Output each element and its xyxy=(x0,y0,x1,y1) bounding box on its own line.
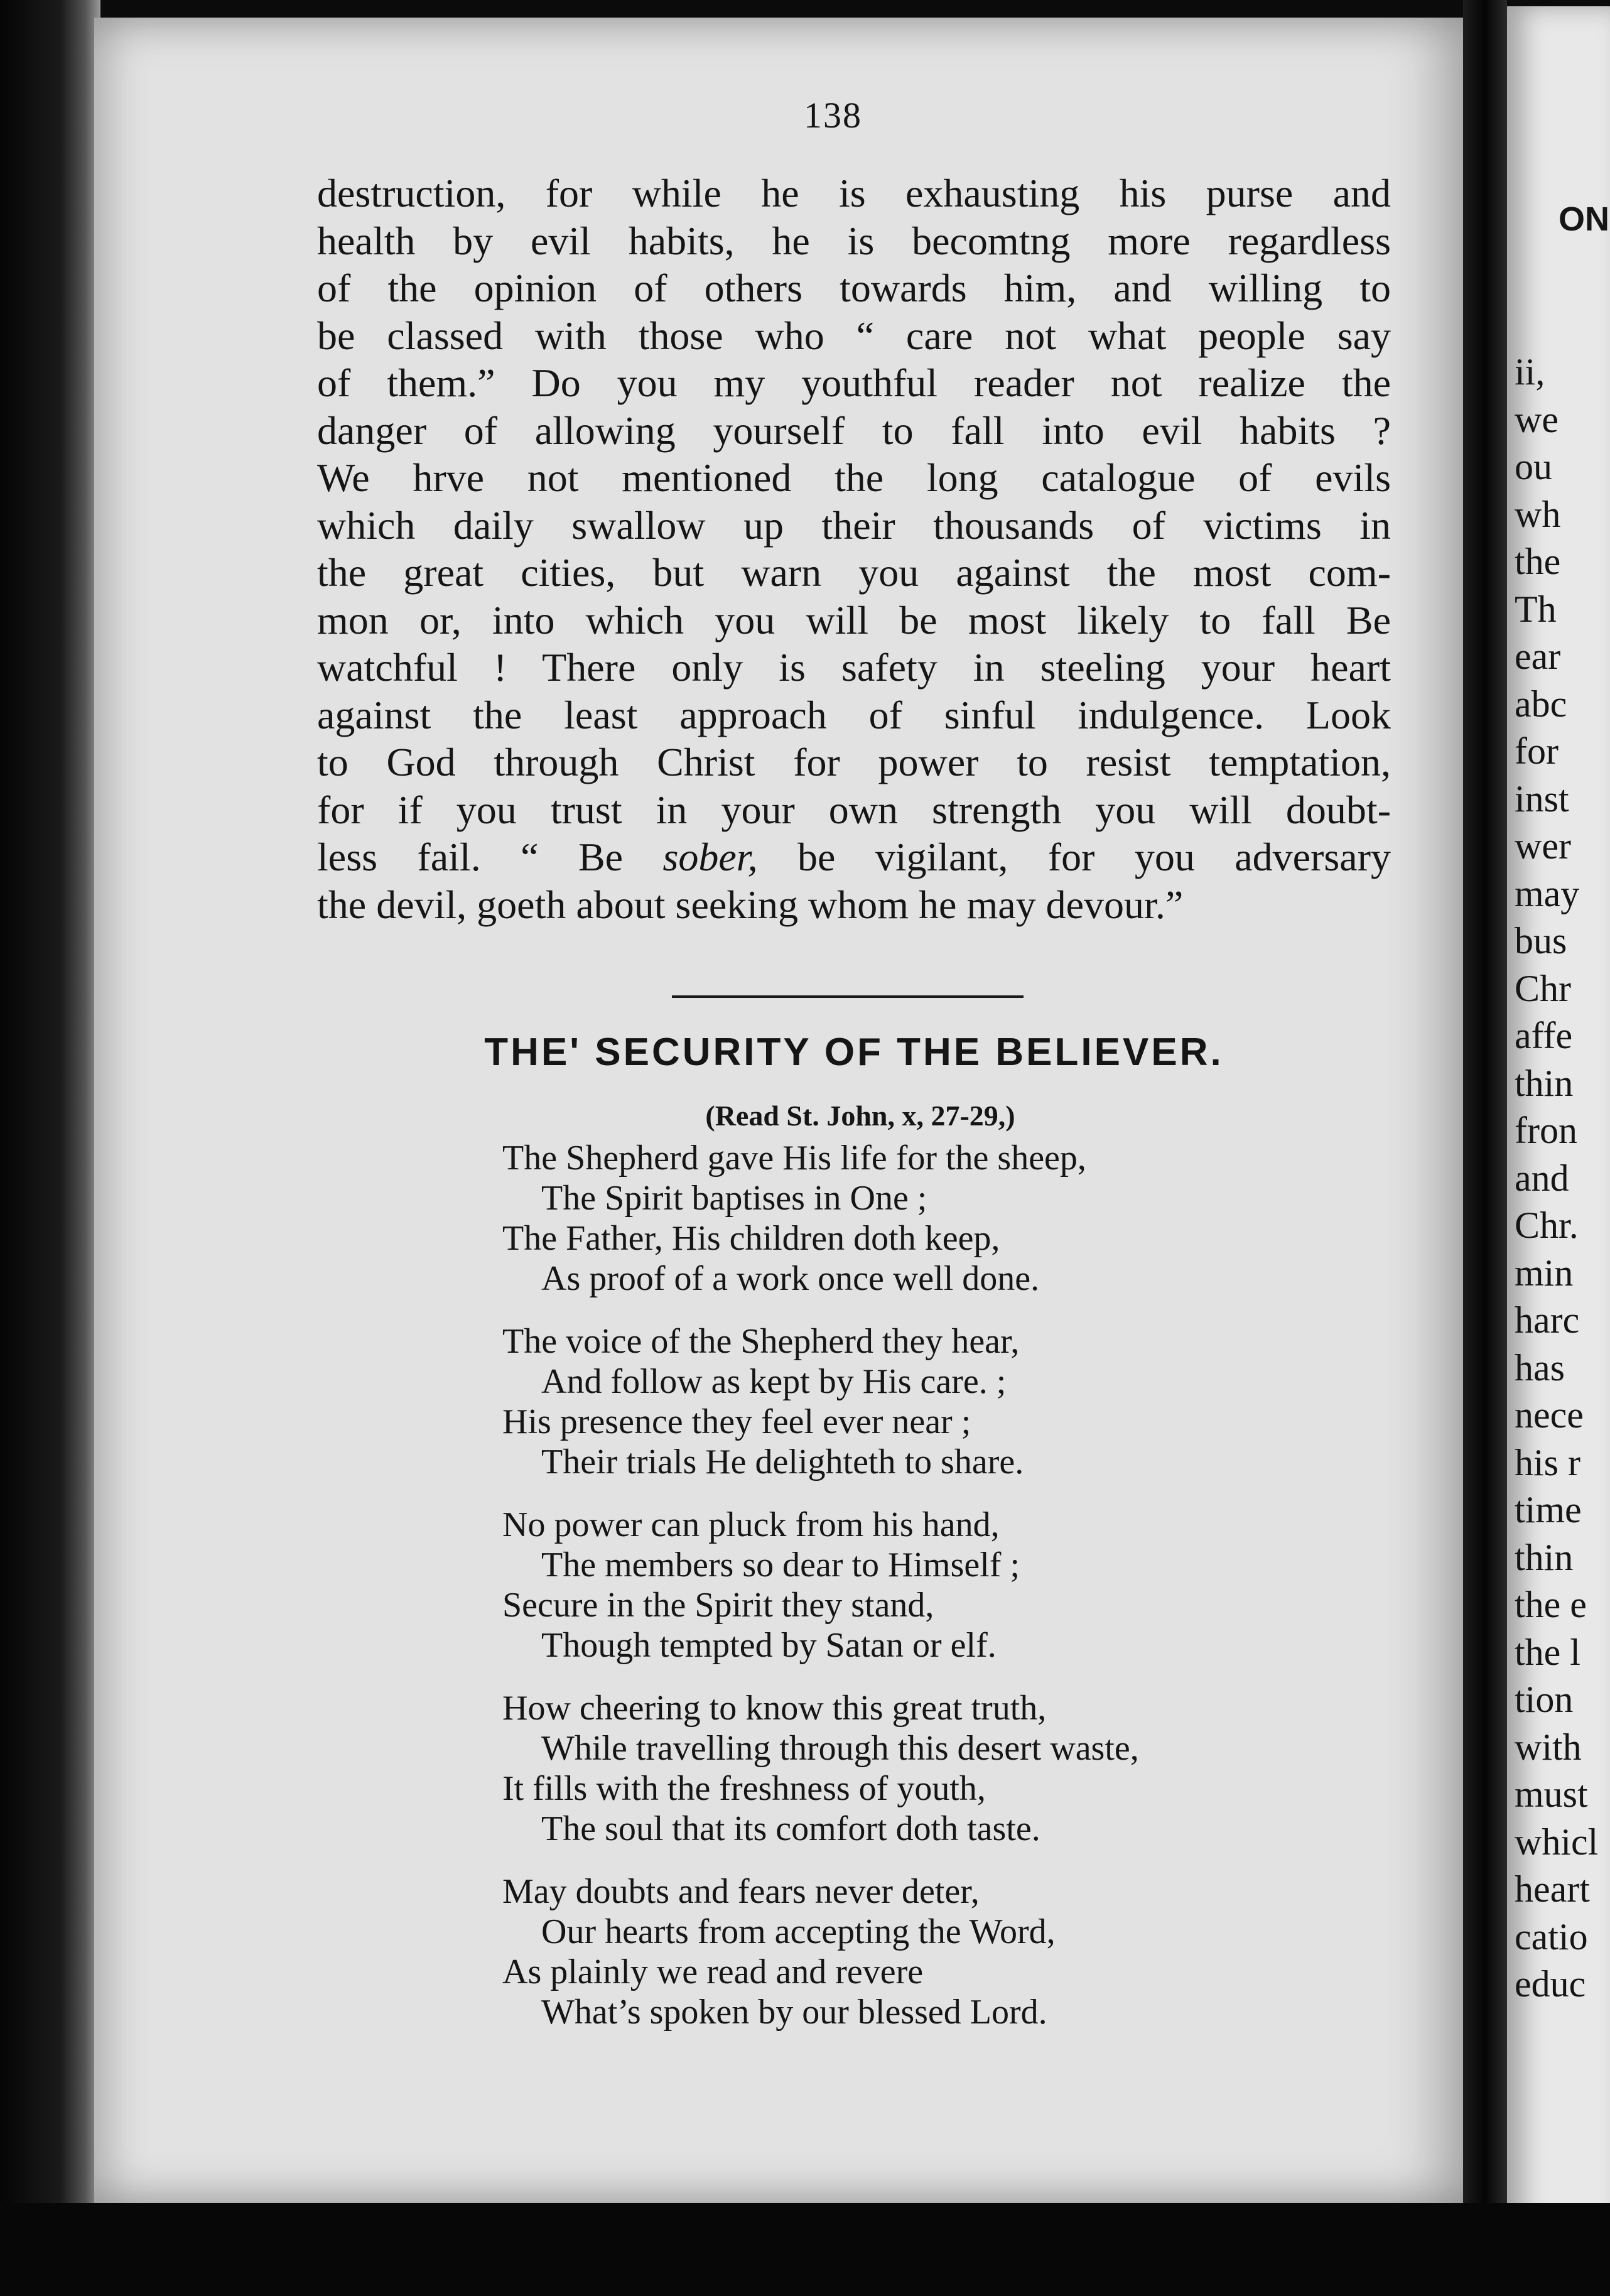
book-spine-shadow xyxy=(0,0,100,2296)
right-page-fragment: time xyxy=(1515,1489,1582,1530)
verse-line: The soul that its comfort doth taste. xyxy=(541,1809,1040,1848)
verse-line: May doubts and fears never deter, xyxy=(502,1872,980,1911)
prose-line: of the opinion of others towards him, and willing to xyxy=(317,266,1391,310)
right-page-fragment: nece xyxy=(1515,1394,1584,1436)
right-page-fragment: thin xyxy=(1515,1536,1574,1578)
right-page-fragment: inst xyxy=(1515,777,1569,820)
right-page-fragment: heart xyxy=(1515,1868,1590,1910)
prose-line: to God through Christ for power to resist temptation, xyxy=(317,740,1391,784)
prose-line: mon or, into which you will be most likely to fall Be xyxy=(317,597,1391,642)
prose-line: the great cities, but warn you against the most com- xyxy=(317,550,1391,595)
verse-line: How cheering to know this great truth, xyxy=(502,1689,1047,1728)
poem-reference: (Read St. John, x, 27-29,) xyxy=(705,1100,1015,1132)
verse-line: The Spirit baptises in One ; xyxy=(541,1179,927,1218)
verse-line: And follow as kept by His care. ; xyxy=(541,1362,1007,1401)
right-page-fragment: may xyxy=(1515,872,1580,914)
verse-line: While travelling through this desert waste, xyxy=(541,1729,1139,1768)
right-page-fragment: Th xyxy=(1515,588,1557,630)
right-page-fragment: fron xyxy=(1515,1110,1577,1151)
prose-line: the devil, goeth about seeking whom he may devour.” xyxy=(317,882,1184,927)
prose-line-mixed xyxy=(317,833,1391,881)
prose-line: danger of allowing yourself to fall into evil habits ? xyxy=(317,408,1391,453)
stanza xyxy=(502,1688,1319,1849)
right-page-fragment: min xyxy=(1515,1252,1574,1294)
right-page-fragment: his r xyxy=(1515,1441,1580,1483)
right-page-fragment: has xyxy=(1515,1346,1565,1389)
italic-word: sober, xyxy=(662,835,758,879)
prose-line: against the least approach of sinful indulgence. Look xyxy=(317,692,1391,737)
right-page-fragment: ou xyxy=(1515,446,1552,487)
book-gutter xyxy=(1463,0,1507,2296)
right-page-fragment: ii, xyxy=(1515,351,1545,393)
right-page-fragment: affe xyxy=(1515,1015,1573,1056)
verse-line: It fills with the freshness of youth, xyxy=(502,1769,986,1808)
right-page-fragment: and xyxy=(1515,1157,1569,1199)
verse-line: The Father, His children doth keep, xyxy=(502,1219,1000,1258)
verse-line: His presence they feel ever near ; xyxy=(502,1402,971,1441)
right-page-fragment: the xyxy=(1515,541,1561,582)
right-page-fragment: Chr xyxy=(1515,967,1571,1009)
right-page-fragment: with xyxy=(1515,1726,1582,1768)
bottom-shadow xyxy=(0,2203,1610,2296)
right-page-fragment: the e xyxy=(1515,1584,1587,1625)
right-page-fragment: the l xyxy=(1515,1631,1580,1673)
verse-line: Though tempted by Satan or elf. xyxy=(541,1626,997,1665)
right-page-fragment: for xyxy=(1515,730,1559,772)
prose-body xyxy=(317,170,1391,928)
prose-line: which daily swallow up their thousands of victims in xyxy=(317,502,1391,548)
right-page-fragment: wer xyxy=(1515,825,1571,867)
section-divider xyxy=(672,995,1024,998)
right-page-fragment: wh xyxy=(1515,493,1561,535)
stanza xyxy=(502,1321,1319,1482)
verse-line: What’s spoken by our blessed Lord. xyxy=(541,1993,1047,2032)
prose-line: for if you trust in your own strength you will doubt- xyxy=(317,787,1391,832)
verse-line: Our hearts from accepting the Word, xyxy=(541,1912,1056,1951)
right-page-fragment: thin xyxy=(1515,1062,1574,1104)
right-page-fragment: whicl xyxy=(1515,1821,1599,1863)
prose-line: We hrve not mentioned the long catalogue of evils xyxy=(317,455,1391,500)
right-page-fragment: Chr. xyxy=(1515,1205,1579,1246)
prose-line: of them.” Do you my youthful reader not realize the xyxy=(317,360,1391,405)
prose-line: watchful ! There only is safety in steeling your heart xyxy=(317,645,1391,690)
right-page-fragment: ear xyxy=(1515,636,1561,677)
right-page-fragment: bus xyxy=(1515,920,1567,961)
prose-line: be classed with those who “ care not what people say xyxy=(317,313,1391,358)
verse-line: No power can pluck from his hand, xyxy=(502,1505,1000,1544)
verse-line: Their trials He delighteth to share. xyxy=(541,1443,1024,1481)
verse-line: The voice of the Shepherd they hear, xyxy=(502,1322,1020,1361)
right-page-heading: ON xyxy=(1559,200,1609,238)
right-page-fragment: harc xyxy=(1515,1299,1580,1341)
stanza xyxy=(502,1505,1319,1665)
prose-fragment: less fail. “ Be xyxy=(317,835,663,879)
poem-body xyxy=(502,1138,1319,2055)
page-number: 138 xyxy=(804,95,862,136)
prose-line: health by evil habits, he is becomtng more regardless xyxy=(317,218,1391,263)
stanza xyxy=(502,1138,1319,1299)
poem-title: THE' SECURITY OF THE BELIEVER. xyxy=(484,1031,1224,1074)
right-page-fragment: educ xyxy=(1515,1963,1586,2005)
verse-line: The members so dear to Himself ; xyxy=(541,1546,1020,1584)
right-page-fragment: catio xyxy=(1515,1915,1588,1958)
prose-fragment: be vigilant, for you adversary xyxy=(757,835,1391,879)
right-page-fragment: we xyxy=(1515,398,1559,440)
right-page-fragment: tion xyxy=(1515,1679,1574,1720)
verse-line: The Shepherd gave His life for the sheep, xyxy=(502,1139,1086,1178)
verse-line: As plainly we read and revere xyxy=(502,1952,924,1991)
right-page-fragment: abc xyxy=(1515,683,1567,725)
prose-line: destruction, for while he is exhausting his purse and xyxy=(317,171,1391,215)
verse-line: Secure in the Spirit they stand, xyxy=(502,1586,934,1625)
verse-line: As proof of a work once well done. xyxy=(541,1259,1040,1298)
right-page-fragment: must xyxy=(1515,1773,1588,1815)
stanza xyxy=(502,1871,1319,2032)
